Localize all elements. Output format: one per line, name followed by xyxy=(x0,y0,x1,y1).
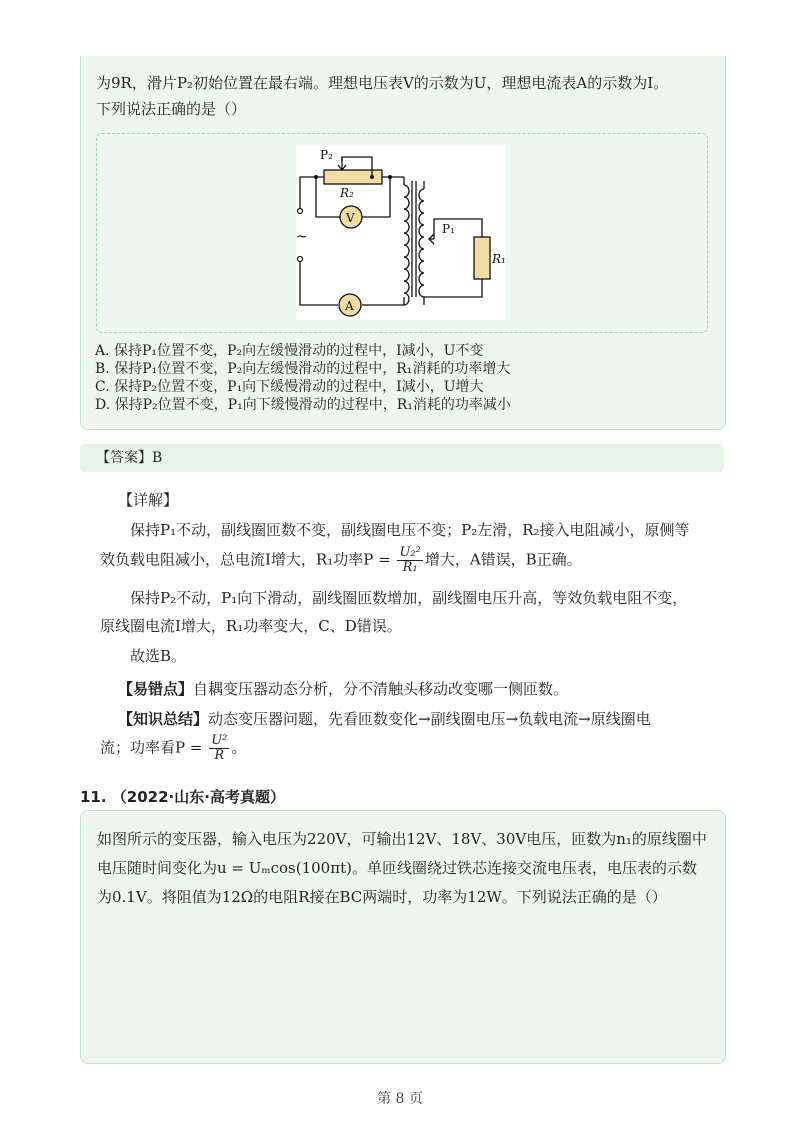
circuit-diagram xyxy=(296,145,506,320)
pitfall xyxy=(118,676,568,702)
para1-text-b: 增大，A错误，B正确。 xyxy=(424,550,582,569)
explanation-para1-line1: 保持P₁不动，副线圈匝数不变，副线圈电压不变；P₂左滑，R₂接入电阻减小，原侧等 xyxy=(130,521,690,539)
summary-label: 【知识总结】 xyxy=(118,710,209,728)
explanation-para2-line2: 原线圈电流I增大，R₁功率变大，C、D错误。 xyxy=(100,617,402,635)
option-b: B. 保持P₁位置不变，P₂向左缓慢滑动的过程中，R₁消耗的功率增大 xyxy=(95,361,511,377)
summary-text-a: 流；功率看P = xyxy=(100,738,208,757)
label-p1: P₁ xyxy=(442,222,455,236)
explanation-conclusion: 故选B。 xyxy=(130,647,187,665)
explanation-heading: 【详解】 xyxy=(118,491,179,509)
explanation-para1-line2 xyxy=(100,546,582,575)
label-a: A xyxy=(345,299,354,313)
question-11-line1: 如图所示的变压器，输入电压为220V，可输出12V、18V、30V电压，匝数为n₁的原线圈中 xyxy=(97,830,707,848)
label-v: V xyxy=(346,211,355,225)
option-c: C. 保持P₂位置不变，P₁向下缓慢滑动的过程中，I减小，U增大 xyxy=(95,379,484,395)
option-a: A. 保持P₁位置不变，P₂向左缓慢滑动的过程中，I减小，U不变 xyxy=(95,343,484,359)
explanation-para2-line1: 保持P₂不动，P₁向下滑动，副线圈匝数增加，副线圈电压升高，等效负载电阻不变， xyxy=(130,589,688,607)
pitfall-text: 自耦变压器动态分析，分不清触头移动改变哪一侧匝数。 xyxy=(193,680,569,698)
summary-fraction-num: U² xyxy=(211,733,228,748)
label-ac-source: ~ xyxy=(296,229,308,245)
question-10-line2: 下列说法正确的是（） xyxy=(96,100,247,118)
summary-fraction xyxy=(209,734,229,763)
power-fraction-den: R₁ xyxy=(402,560,418,575)
question-11-number: 11. （2022·山东·高考真题） xyxy=(80,788,285,806)
label-r2: R₂ xyxy=(340,186,354,200)
options-list xyxy=(95,342,511,414)
para1-text-a: 效负载电阻减小，总电流I增大，R₁功率P = xyxy=(100,550,396,569)
summary-fraction-den: R xyxy=(214,748,225,763)
summary-line1 xyxy=(118,706,651,732)
question-11-line3: 为0.1V。将阻值为12Ω的电阻R接在BC两端时，功率为12W。下列说法正确的是（） xyxy=(97,888,667,906)
label-r1: R₁ xyxy=(492,252,506,266)
summary-line2 xyxy=(100,734,246,763)
power-fraction-num: U₂² xyxy=(399,545,421,560)
label-p2: P₂ xyxy=(320,148,333,162)
question-11-line2: 电压随时间变化为u = Uₘcos(100πt)。单匝线圈绕过铁芯连接交流电压表，电压表的示数 xyxy=(97,859,697,877)
power-fraction xyxy=(397,546,422,575)
question-10-line1: 为9R，滑片P₂初始位置在最右端。理想电压表V的示数为U，理想电流表A的示数为I。 xyxy=(96,74,669,92)
summary-text: 动态变压器问题，先看匝数变化→副线圈电压→负载电流→原线圈电 xyxy=(208,710,651,728)
summary-text-b: 。 xyxy=(231,738,247,757)
question-11-text xyxy=(97,825,711,912)
question-11-card xyxy=(80,810,726,1064)
answer-bar xyxy=(80,444,724,472)
option-d: D. 保持P₂位置不变，P₁向下缓慢滑动的过程中，R₁消耗的功率减小 xyxy=(95,397,511,413)
pitfall-label: 【易错点】 xyxy=(118,680,194,698)
answer-text: 【答案】B xyxy=(96,450,163,466)
page-number: 第 8 页 xyxy=(377,1091,423,1107)
